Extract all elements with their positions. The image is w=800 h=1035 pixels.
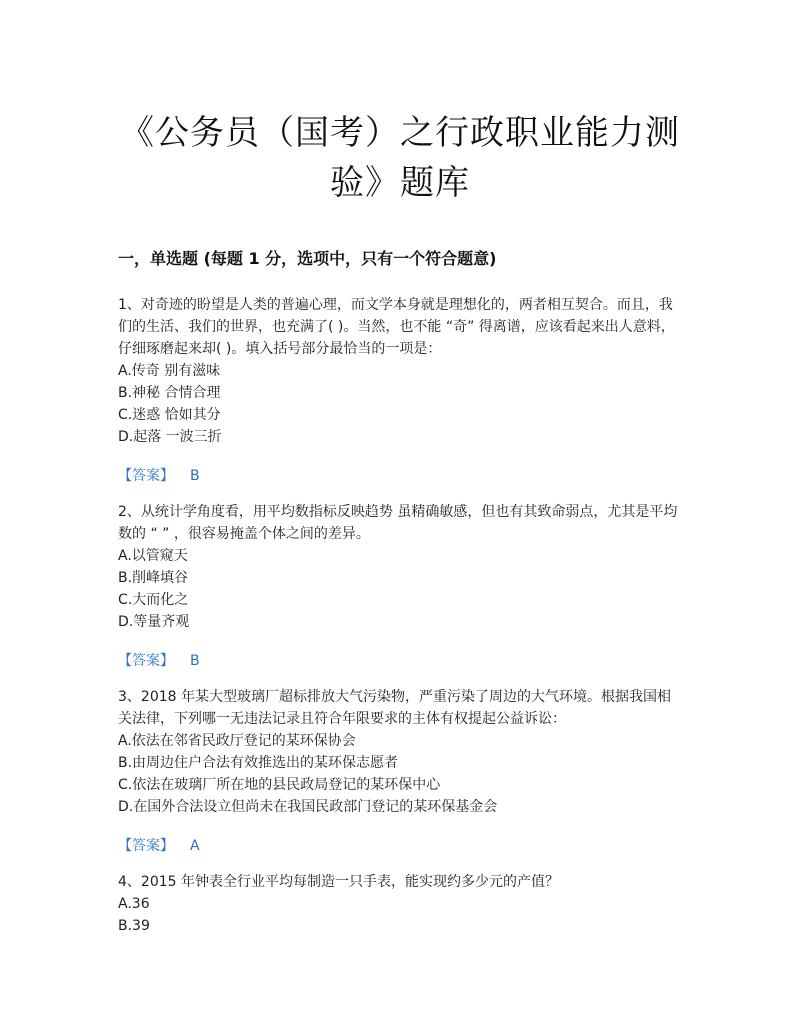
option-c: C.大而化之 bbox=[118, 592, 189, 608]
question-2 bbox=[118, 501, 682, 633]
option-b: B.由周边住户合法有效推选出的某环保志愿者 bbox=[118, 755, 399, 771]
question-3 bbox=[118, 686, 682, 818]
section-heading: 一，单选题 (每题 1 分，选项中，只有一个符合题意) bbox=[118, 249, 497, 268]
answer-1 bbox=[118, 465, 200, 487]
option-b: B.神秘 合情合理 bbox=[118, 385, 221, 401]
question-stem: 3、2018 年某大型玻璃厂超标排放大气污染物，严重污染了周边的大气环境。根据我国相关法律，下列哪一无违法记录且符合年限要求的主体有权提起公益诉讼： bbox=[118, 689, 671, 727]
question-1 bbox=[118, 294, 682, 448]
answer-label: 【答案】 bbox=[118, 838, 174, 854]
answer-label: 【答案】 bbox=[118, 653, 174, 669]
option-a: A.以管窥天 bbox=[118, 548, 188, 564]
title-line-1: 《公务员（国考）之行政职业能力测 bbox=[120, 113, 680, 153]
title-line-2: 验》题库 bbox=[330, 163, 470, 203]
answer-3 bbox=[118, 835, 200, 857]
question-stem: 2、从统计学角度看，用平均数指标反映趋势 虽精确敏感，但也有其致命弱点，尤其是平均数的 “ ” ，很容易掩盖个体之间的差异。 bbox=[118, 504, 678, 542]
option-d: D.等量齐观 bbox=[118, 614, 190, 630]
answer-2 bbox=[118, 650, 200, 672]
option-b: B.削峰填谷 bbox=[118, 570, 189, 586]
option-d: D.起落 一波三折 bbox=[118, 429, 222, 445]
option-d: D.在国外合法设立但尚未在我国民政部门登记的某环保基金会 bbox=[118, 799, 498, 815]
answer-label: 【答案】 bbox=[118, 468, 174, 484]
option-c: C.迷惑 恰如其分 bbox=[118, 407, 221, 423]
question-4 bbox=[118, 871, 682, 937]
option-a: A.36 bbox=[118, 896, 150, 912]
answer-value: A bbox=[190, 838, 200, 854]
option-b: B.39 bbox=[118, 918, 150, 934]
document-title bbox=[90, 108, 710, 208]
option-a: A.传奇 别有滋味 bbox=[118, 363, 221, 379]
answer-value: B bbox=[190, 653, 200, 669]
question-stem: 1、对奇迹的盼望是人类的普遍心理，而文学本身就是理想化的，两者相互契合。而且，我们的生活、我们的世界，也充满了( )。当然，也不能 “奇” 得离谱，应该看起来出人意料，仔细琢磨起来却( )。填入括号部分最恰当的一项是： bbox=[118, 297, 675, 357]
answer-value: B bbox=[190, 468, 200, 484]
option-a: A.依法在邻省民政厅登记的某环保协会 bbox=[118, 733, 356, 749]
question-stem: 4、2015 年钟表全行业平均每制造一只手表，能实现约多少元的产值？ bbox=[118, 874, 559, 890]
option-c: C.依法在玻璃厂所在地的县民政局登记的某环保中心 bbox=[118, 777, 441, 793]
